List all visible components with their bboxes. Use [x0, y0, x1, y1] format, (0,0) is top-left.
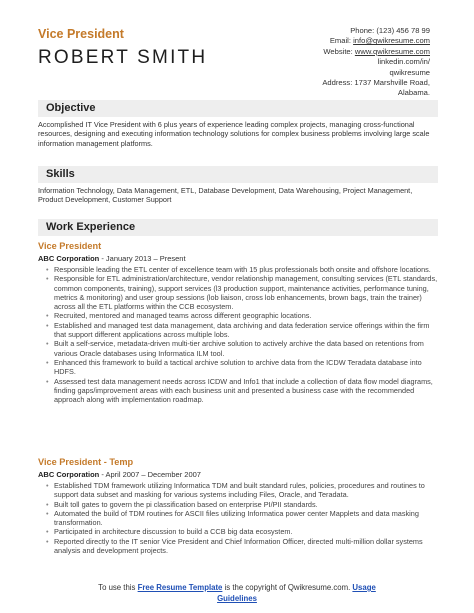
list-item: • Automated the build of TDM routines for ASCII files utilizing Informatica power center Mapplets and data masking transformation. [46, 509, 438, 528]
footer-text-pre: To use this [98, 583, 138, 592]
contact-linkedin-2: qwikresume [389, 67, 430, 77]
list-item: • Reported directly to the IT senior Vice President and Chief Information Officer, directed multi-million dollar systems analysis and development projects. [46, 537, 438, 556]
list-item: • Built toll gates to govern the pi classification based on enterprise PI/PII standards. [46, 500, 438, 509]
job-title: Vice President [38, 27, 124, 41]
contact-address-2: Alabama. [397, 88, 430, 98]
contact-block [322, 26, 430, 99]
usage-link[interactable]: Usage [352, 583, 376, 592]
list-item: • Established TDM framework utilizing Informatica TDM and built standard rules, policies, procedures and routines to support data subset and masking for various systems including Files, Oracle, and Teradata. [46, 481, 438, 500]
contact-linkedin-1: linkedin.com/in/ [377, 57, 430, 67]
list-item: • Responsible for ETL administration/architecture, vendor relationship management, consulting services (ETL standards, common components, training), support services (l3 production support, maintenance activities, performance tuning, metrics & monitoring) and user group sessions (lob liaison, cross lob enhancements, brown bags, train the trainer) across all the ETL platforms within the CCB ecosystem. [46, 274, 438, 311]
job-dates: - April 2007 – December 2007 [99, 470, 201, 479]
free-template-link[interactable]: Free Resume Template [137, 583, 223, 592]
guidelines-link[interactable]: Guidelines [217, 593, 257, 603]
objective-section [38, 100, 438, 148]
skills-text: Information Technology, Data Management, ETL, Database Development, Data Warehousing, Project Management, Product Development, Customer Support [38, 186, 413, 205]
job-meta [38, 254, 438, 263]
footer [0, 583, 474, 604]
email-link[interactable]: info@qwikresume.com [353, 36, 430, 46]
job-company: ABC Corporation [38, 470, 100, 479]
job-bullets [38, 481, 438, 555]
job-entry-1 [38, 241, 438, 404]
job-company: ABC Corporation [38, 254, 100, 263]
skills-section [38, 166, 438, 205]
work-heading: Work Experience [38, 219, 438, 236]
job-bullets [38, 265, 438, 404]
job-role: Vice President - Temp [38, 457, 134, 467]
list-item: • Built a self-service, metadata-driven multi-tier archive solution to actively archive the data based on retentions from various Oracle databases using Informatica ILM tool. [46, 339, 438, 358]
candidate-name: ROBERT SMITH [38, 47, 208, 68]
contact-address-1: Address: 1737 Marshville Road, [322, 78, 430, 88]
footer-text-mid: is the copyright of Qwikresume.com. [222, 583, 353, 592]
objective-heading: Objective [38, 100, 438, 117]
website-label: Website: [323, 46, 355, 56]
job-role: Vice President [38, 241, 102, 251]
objective-text: Accomplished IT Vice President with 6 plus years of experience leading complex projects, managing cross-functional resources, designing and executing information technology solutions for complex business problems involving large scale information management platforms. [38, 120, 430, 148]
contact-phone: Phone: (123) 456 78 99 [350, 26, 430, 35]
website-link[interactable]: www.qwikresume.com [354, 46, 430, 56]
skills-heading: Skills [38, 166, 438, 183]
list-item: • Recruited, mentored and managed teams across different geographic locations. [46, 311, 438, 320]
email-label: Email: [329, 36, 354, 46]
job-entry-2 [38, 457, 438, 555]
job-meta [38, 470, 438, 479]
list-item: • Participated in architecture discussion to build a CCB big data ecosystem. [46, 527, 438, 536]
contact-website [322, 47, 430, 57]
contact-email [322, 36, 430, 46]
list-item: • Assessed test data management needs across ICDW and Info1 that include a collection of data flow model diagrams, finding gaps/improvement areas with each business unit and presented a business case with the recommended approach along with implementation roadmap. [46, 377, 438, 405]
list-item: • Established and managed test data management, data archiving and data federation service offerings within the firm that support different applications across multiple lobs. [46, 321, 438, 340]
list-item: • Enhanced this framework to build a tactical archive solution to archive data from the ICDW Teradata database into HDFS. [46, 358, 438, 377]
job-dates: - January 2013 – Present [99, 254, 186, 263]
list-item: • Responsible leading the ETL center of excellence team with 15 plus professionals both onsite and offshore locations. [46, 265, 438, 274]
work-section [38, 219, 438, 236]
